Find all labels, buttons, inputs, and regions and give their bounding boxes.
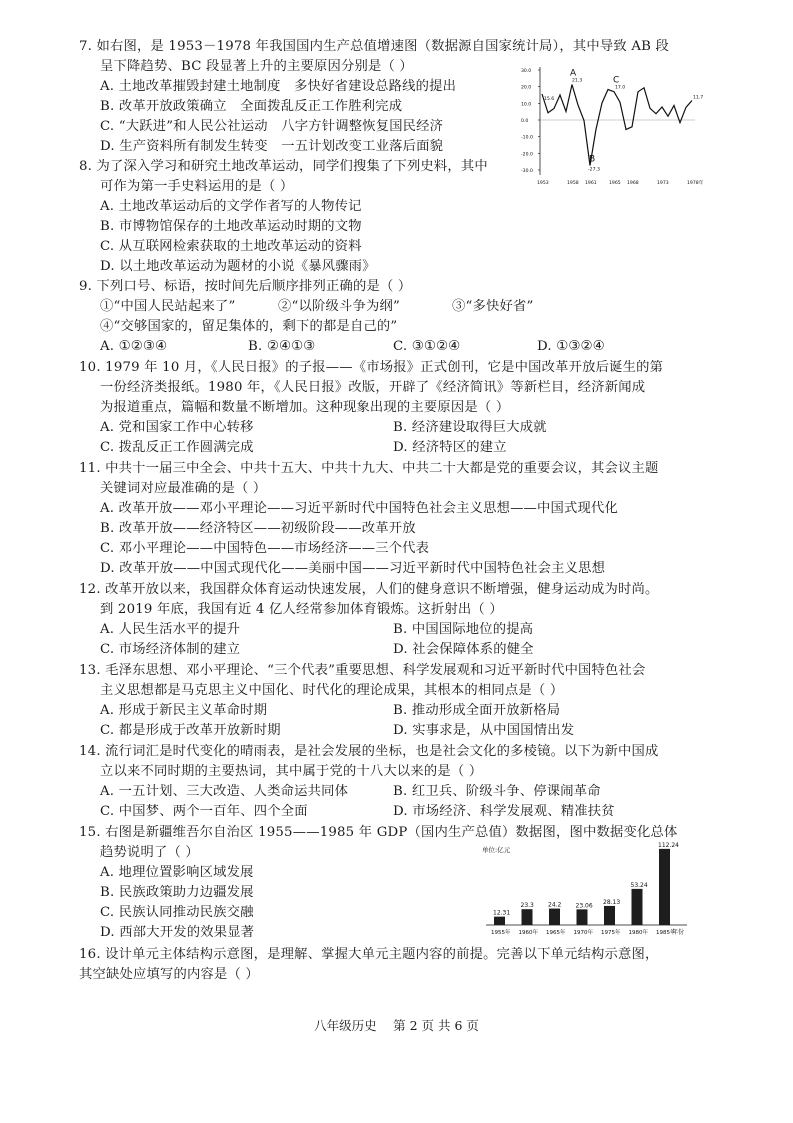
q9-option-b: B. ②④①③ xyxy=(248,339,316,354)
q14-option-b: B. 红卫兵、阶级斗争、停课闹革命 xyxy=(393,784,601,799)
gdp-bar-value-6: 112.24 xyxy=(658,842,679,849)
q8-option-c: C. 从互联网检索获取的土地改革运动的资料 xyxy=(100,239,362,254)
line-chart-y-tick-3: 0.0 xyxy=(521,119,529,124)
q11-option-d: D. 改革开放——中国式现代化——美丽中国——习近平新时代中国特色社会主义思想 xyxy=(100,561,606,576)
gdp-bar-2 xyxy=(549,909,560,925)
q8-stem-line2: 可作为第一手史料运用的是（ ） xyxy=(100,179,294,194)
line-chart-y-tick-5: -20.0 xyxy=(521,152,533,158)
q8-option-b: B. 市博物馆保存的土地改革运动时期的文物 xyxy=(100,219,362,234)
q15-option-b: B. 民族政策助力边疆发展 xyxy=(100,885,254,900)
q14-stem-line1: 14. 流行词汇是时代变化的晴雨表，是社会发展的坐标，也是社会文化的多棱镜。以下为新中国成 xyxy=(79,744,659,759)
q9-stem: 9. 下列口号、标语，按时间先后顺序排列正确的是（ ） xyxy=(79,279,412,294)
q10-option-b: B. 经济建设取得巨大成就 xyxy=(393,420,547,435)
q10-stem-line1: 10. 1979 年 10 月，《人民日报》的子报——《市场报》正式创刊，它是中国改革开放后诞生的第 xyxy=(79,360,664,375)
gdp-bar-value-3: 23.06 xyxy=(575,902,593,910)
q10-option-d: D. 经济特区的建立 xyxy=(393,440,507,455)
q14-option-a: A. 一五计划、三大改造、人类命运共同体 xyxy=(100,784,349,799)
q9-slogan-3: ③“多快好省” xyxy=(452,299,534,314)
q15-option-d: D. 西部大开发的效果显著 xyxy=(100,925,255,940)
gdp-bar-3 xyxy=(577,909,588,925)
line-chart-y-tick-2: 10.0 xyxy=(521,102,532,108)
q12-stem-line1: 12. 改革开放以来，我国群众体育运动快速发展，人们的健身意识不断增强，健身运动成为时尚。 xyxy=(79,582,659,597)
q13-stem-line2: 主义思想都是马克思主义中国化、时代化的理论成果，其根本的相同点是（ ） xyxy=(100,683,564,698)
q12-option-c: C. 市场经济体制的建立 xyxy=(100,642,241,657)
line-chart-value-label-2: 17.0 xyxy=(615,85,626,91)
line-chart-point-label-b: B xyxy=(589,154,596,165)
q15-stem-line2: 趋势说明了（ ） xyxy=(100,845,199,860)
line-chart-x-tick-1: 1958 xyxy=(567,181,579,186)
gdp-bar-category-6: 1985年 xyxy=(656,930,676,936)
q15-option-c: C. 民族认同推动民族交融 xyxy=(100,905,254,920)
xinjiang-gdp-bar-chart xyxy=(480,842,695,936)
q10-option-c: C. 拨乱反正工作圆满完成 xyxy=(100,440,254,455)
gdp-bar-5 xyxy=(632,889,643,925)
line-chart-x-tick-2: 1961 xyxy=(585,181,597,186)
gdp-bar-category-1: 1960年 xyxy=(518,930,538,936)
q13-option-b: B. 推动形成全面开放新格局 xyxy=(393,703,561,718)
line-chart-y-tick-4: -10.0 xyxy=(521,135,533,141)
gdp-bar-6 xyxy=(659,849,670,925)
q15-stem-line1: 15. 右图是新疆维吾尔自治区 1955——1985 年 GDP（国内生产总值）数据图，图中数据变化总体 xyxy=(79,825,678,840)
q8-option-d: D. 以土地改革运动为题材的小说《暴风骤雨》 xyxy=(100,259,376,274)
q11-stem-line1: 11. 中共十一届三中全会、中共十五大、中共十九大、中共二十大都是党的重要会议，其会议主题 xyxy=(79,461,659,476)
gdp-bar-value-0: 12.31 xyxy=(493,909,511,917)
line-chart-y-tick-0: 30.0 xyxy=(521,69,532,74)
q14-stem-line2: 立以来不同时期的主要热词，其中属于党的十八大以来的是（ ） xyxy=(100,764,483,779)
line-chart-x-tick-4: 1968 xyxy=(627,181,639,186)
q11-stem-line2: 关键词对应最准确的是（ ） xyxy=(100,481,267,496)
gdp-bar-value-5: 53.24 xyxy=(630,881,648,889)
q12-option-a: A. 人民生活水平的提升 xyxy=(100,622,241,637)
page-footer: 八年级历史 第 2 页 共 6 页 xyxy=(314,1018,479,1033)
line-chart-x-tick-0: 1953 xyxy=(537,181,549,186)
gdp-bar-category-3: 1970年 xyxy=(573,930,593,936)
q9-option-c: C. ③①②④ xyxy=(393,339,461,354)
q11-option-a: A. 改革开放——邓小平理论——习近平新时代中国特色社会主义思想——中国式现代化 xyxy=(100,501,619,516)
q9-slogan-2: ②“以阶级斗争为纲” xyxy=(278,299,400,314)
gdp-bar-category-4: 1975年 xyxy=(601,930,621,936)
gdp-bar-category-0: 1955年 xyxy=(491,930,511,936)
line-chart-x-tick-6: 1978年 xyxy=(687,181,704,186)
q9-slogan-4: ④“交够国家的，留足集体的，剩下的都是自己的” xyxy=(100,319,398,334)
q10-option-a: A. 党和国家工作中心转移 xyxy=(100,420,254,435)
q16-stem-line1: 16. 设计单元主体结构示意图，是理解、掌握大单元主题内容的前提。完善以下单元结构示意图， xyxy=(79,947,659,962)
q12-option-d: D. 社会保障体系的健全 xyxy=(393,642,534,657)
q7-option-c: C. “大跃进”和人民公社运动 八字方针调整恢复国民经济 xyxy=(100,119,444,134)
q7-stem-line1: 7. 如右图，是 1953－1978 年我国国内生产总值增速图（数据源自国家统计局），其中导致 AB 段 xyxy=(79,39,670,54)
q13-option-c: C. 都是形成于改革开放新时期 xyxy=(100,723,281,738)
q10-stem-line3: 为报道重点，篇幅和数量不断增加。这种现象出现的主要原因是（ ） xyxy=(100,400,510,415)
q13-stem-line1: 13. 毛泽东思想、邓小平理论、“三个代表”重要思想、科学发展观和习近平新时代中国特色社会 xyxy=(79,663,646,678)
q11-option-b: B. 改革开放——经济特区——初级阶段——改革开放 xyxy=(100,521,416,536)
q11-option-c: C. 邓小平理论——中国特色——市场经济——三个代表 xyxy=(100,541,430,556)
gdp-bar-value-1: 23.3 xyxy=(520,902,534,910)
bar-chart-unit-label: 单位:亿元 xyxy=(482,846,511,854)
q7-option-a: A. 土地改革摧毁封建土地制度 多快好省建设总路线的提出 xyxy=(100,79,457,94)
gdp-growth-series-line xyxy=(542,85,692,166)
line-chart-point-label-a: A xyxy=(570,68,577,79)
line-chart-value-label-1: 21.3 xyxy=(572,78,583,84)
line-chart-x-tick-3: 1965 xyxy=(609,181,621,186)
q8-stem-line1: 8. 为了深入学习和研究土地改革运动，同学们搜集了下列史料，其中 xyxy=(79,159,488,174)
line-chart-y-tick-1: 20.0 xyxy=(521,85,532,91)
q7-option-b: B. 改革开放政策确立 全面拨乱反正工作胜利完成 xyxy=(100,99,403,114)
q8-option-a: A. 土地改革运动后的文学作者写的人物传记 xyxy=(100,199,362,214)
q12-option-b: B. 中国国际地位的提高 xyxy=(393,622,534,637)
gdp-bar-category-2: 1965年 xyxy=(546,930,566,936)
q14-option-d: D. 市场经济、科学发展观、精准扶贫 xyxy=(393,804,615,819)
gdp-bar-0 xyxy=(494,917,505,925)
gdp-bar-value-2: 24.2 xyxy=(548,901,562,909)
line-chart-x-tick-5: 1973 xyxy=(657,181,669,186)
line-chart-value-label-4: -27.3 xyxy=(588,167,600,173)
q9-slogan-1: ①“中国人民站起来了” xyxy=(100,299,236,314)
gdp-growth-line-chart xyxy=(520,62,705,188)
line-chart-value-label-0: 15.6 xyxy=(544,97,555,102)
q9-option-d: D. ①③②④ xyxy=(537,339,605,354)
q13-option-d: D. 实事求是，从中国国情出发 xyxy=(393,723,575,738)
q14-option-c: C. 中国梦、两个一百年、四个全面 xyxy=(100,804,308,819)
bar-chart-x-suffix: 年份 xyxy=(672,929,685,936)
gdp-bar-1 xyxy=(522,909,533,925)
q16-stem-line2: 其空缺处应填写的内容是（ ） xyxy=(79,967,259,982)
gdp-bar-4 xyxy=(604,906,615,925)
line-chart-point-label-c: C xyxy=(613,75,620,86)
q7-stem-line2: 呈下降趋势、BC 段显著上升的主要原因分别是（ ） xyxy=(100,59,413,74)
q13-option-a: A. 形成于新民主义革命时期 xyxy=(100,703,268,718)
line-chart-y-tick-6: -30.0 xyxy=(521,169,533,174)
gdp-bar-value-4: 28.13 xyxy=(603,898,621,906)
line-chart-value-label-3: 11.7 xyxy=(693,95,704,101)
gdp-bar-category-5: 1980年 xyxy=(628,930,648,936)
q9-option-a: A. ①②③④ xyxy=(100,339,168,354)
q15-option-a: A. 地理位置影响区域发展 xyxy=(100,865,254,880)
q10-stem-line2: 一份经济类报纸。1980 年，《人民日报》改版，开辟了《经济简讯》等新栏目，经济新闻成 xyxy=(100,380,646,395)
q7-option-d: D. 生产资料所有制发生转变 一五计划改变工业落后面貌 xyxy=(100,139,444,154)
q12-stem-line2: 到 2019 年底，我国有近 4 亿人经常参加体育锻炼。这折射出（ ） xyxy=(100,602,503,617)
